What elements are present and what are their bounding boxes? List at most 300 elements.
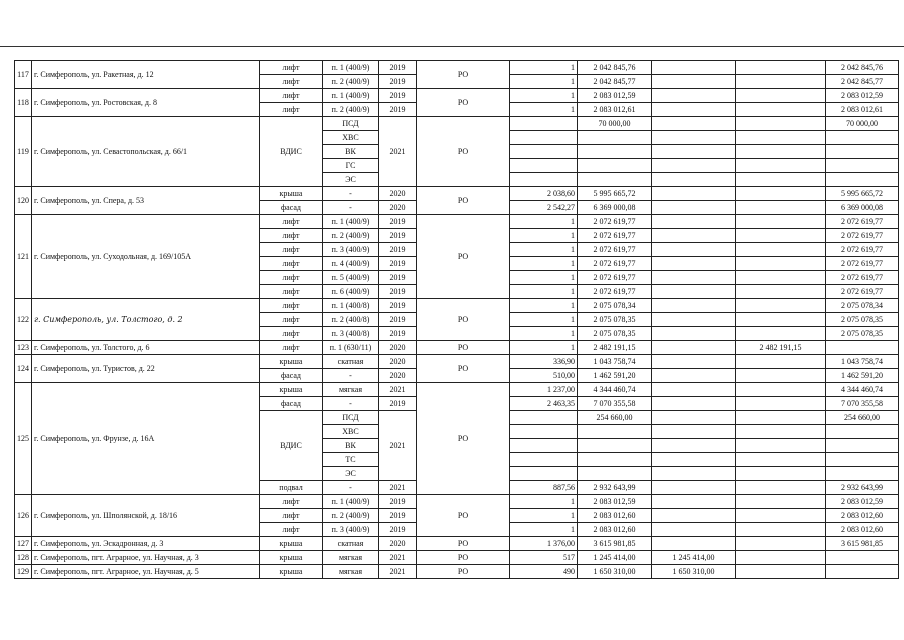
system-part-cell: ГС (323, 159, 379, 173)
extra-cost-cell (652, 145, 736, 159)
extra-cost-cell (652, 481, 736, 495)
extra-cost-cell (652, 467, 736, 481)
quantity-cell: 1 (510, 243, 578, 257)
extra-cost-cell (652, 285, 736, 299)
cost-cell: 2 482 191,15 (578, 341, 652, 355)
address-cell: г. Симферополь, пгт. Аграрное, ул. Научная, д. 3 (32, 551, 260, 565)
row-number-cell: 127 (15, 537, 32, 551)
total-cost-cell (826, 131, 899, 145)
extra-cost-cell (652, 355, 736, 369)
total-cost-cell: 5 995 665,72 (826, 187, 899, 201)
extra-cost-cell (652, 131, 736, 145)
cost-cell: 2 932 643,99 (578, 481, 652, 495)
total-cost-cell: 2 072 619,77 (826, 271, 899, 285)
work-detail-cell: - (323, 187, 379, 201)
extra-cost-cell (736, 313, 826, 327)
work-type-cell: лифт (260, 285, 323, 299)
year-cell: 2020 (379, 341, 417, 355)
work-detail-cell: п. 1 (400/9) (323, 89, 379, 103)
quantity-cell: 1 376,00 (510, 537, 578, 551)
extra-cost-cell (736, 467, 826, 481)
address-cell: г. Симферополь, ул. Севастопольская, д. 66/1 (32, 117, 260, 187)
address-cell: г. Симферополь, ул. Толстого, д. 6 (32, 341, 260, 355)
extra-cost-cell (736, 285, 826, 299)
extra-cost-cell (652, 313, 736, 327)
total-cost-cell (826, 565, 899, 579)
extra-cost-cell (736, 131, 826, 145)
table-row (15, 537, 899, 551)
total-cost-cell: 2 083 012,60 (826, 523, 899, 537)
quantity-cell (510, 145, 578, 159)
work-type-cell: фасад (260, 397, 323, 411)
work-detail-cell: п. 1 (400/9) (323, 61, 379, 75)
extra-cost-cell (736, 397, 826, 411)
total-cost-cell: 7 070 355,58 (826, 397, 899, 411)
row-number-cell: 124 (15, 355, 32, 383)
work-type-cell: лифт (260, 523, 323, 537)
table-row (15, 215, 899, 229)
year-cell: 2019 (379, 271, 417, 285)
cost-cell: 2 042 845,76 (578, 61, 652, 75)
work-type-cell: лифт (260, 341, 323, 355)
cost-cell: 2 083 012,60 (578, 509, 652, 523)
extra-cost-cell (652, 75, 736, 89)
cost-cell: 7 070 355,58 (578, 397, 652, 411)
system-part-cell: ПСД (323, 411, 379, 425)
total-cost-cell: 3 615 981,85 (826, 537, 899, 551)
table-row (15, 355, 899, 369)
extra-cost-cell (652, 257, 736, 271)
system-part-cell: ЭС (323, 467, 379, 481)
total-cost-cell: 2 072 619,77 (826, 243, 899, 257)
extra-cost-cell (736, 439, 826, 453)
quantity-cell (510, 131, 578, 145)
work-type-cell: лифт (260, 103, 323, 117)
extra-cost-cell (736, 565, 826, 579)
quantity-cell: 1 (510, 61, 578, 75)
year-cell: 2019 (379, 509, 417, 523)
cost-cell (578, 131, 652, 145)
work-detail-cell: п. 3 (400/9) (323, 243, 379, 257)
work-type-cell: лифт (260, 509, 323, 523)
extra-cost-cell (736, 159, 826, 173)
extra-cost-cell (652, 187, 736, 201)
total-cost-cell: 1 043 758,74 (826, 355, 899, 369)
extra-cost-cell (652, 299, 736, 313)
work-detail-cell: п. 2 (400/9) (323, 509, 379, 523)
total-cost-cell (826, 145, 899, 159)
cost-cell: 3 615 981,85 (578, 537, 652, 551)
extra-cost-cell (652, 201, 736, 215)
year-cell: 2020 (379, 187, 417, 201)
address-cell: г. Симферополь, пгт. Аграрное, ул. Научная, д. 5 (32, 565, 260, 579)
year-cell: 2019 (379, 61, 417, 75)
total-cost-cell: 2 932 643,99 (826, 481, 899, 495)
fund-cell: РО (417, 355, 510, 383)
year-cell: 2019 (379, 523, 417, 537)
work-detail-cell: п. 6 (400/9) (323, 285, 379, 299)
quantity-cell: 1 (510, 215, 578, 229)
work-type-cell: крыша (260, 383, 323, 397)
cost-cell: 2 075 078,35 (578, 327, 652, 341)
extra-cost-cell (736, 495, 826, 509)
quantity-cell: 1 (510, 271, 578, 285)
total-cost-cell: 2 072 619,77 (826, 229, 899, 243)
table-row (15, 299, 899, 313)
extra-cost-cell (652, 341, 736, 355)
year-cell: 2021 (379, 565, 417, 579)
extra-cost-cell: 1 245 414,00 (652, 551, 736, 565)
cost-cell (578, 159, 652, 173)
year-cell: 2021 (379, 117, 417, 187)
extra-cost-cell (736, 173, 826, 187)
quantity-cell: 1 (510, 327, 578, 341)
year-cell: 2019 (379, 103, 417, 117)
work-detail-cell: п. 1 (400/9) (323, 495, 379, 509)
extra-cost-cell (736, 355, 826, 369)
total-cost-cell: 2 072 619,77 (826, 215, 899, 229)
extra-cost-cell (652, 453, 736, 467)
total-cost-cell: 4 344 460,74 (826, 383, 899, 397)
quantity-cell: 2 038,60 (510, 187, 578, 201)
table-row (15, 565, 899, 579)
work-type-cell: лифт (260, 299, 323, 313)
extra-cost-cell (652, 103, 736, 117)
row-number-cell: 123 (15, 341, 32, 355)
year-cell: 2019 (379, 299, 417, 313)
extra-cost-cell (736, 61, 826, 75)
row-number-cell: 119 (15, 117, 32, 187)
extra-cost-cell (652, 425, 736, 439)
extra-cost-cell (736, 229, 826, 243)
cost-cell (578, 145, 652, 159)
extra-cost-cell (736, 411, 826, 425)
cost-cell: 1 043 758,74 (578, 355, 652, 369)
table-row (15, 187, 899, 201)
cost-cell: 2 042 845,77 (578, 75, 652, 89)
table-row (15, 61, 899, 75)
total-cost-cell: 2 072 619,77 (826, 285, 899, 299)
address-cell: г. Симферополь, ул. Суходольная, д. 169/105А (32, 215, 260, 299)
year-cell: 2019 (379, 313, 417, 327)
row-number-cell: 121 (15, 215, 32, 299)
quantity-cell (510, 411, 578, 425)
cost-cell: 1 462 591,20 (578, 369, 652, 383)
year-cell: 2021 (379, 383, 417, 397)
extra-cost-cell (652, 509, 736, 523)
work-type-cell: лифт (260, 495, 323, 509)
extra-cost-cell (652, 369, 736, 383)
year-cell: 2019 (379, 495, 417, 509)
extra-cost-cell (652, 411, 736, 425)
year-cell: 2021 (379, 551, 417, 565)
total-cost-cell: 2 083 012,59 (826, 495, 899, 509)
work-detail-cell: скатная (323, 537, 379, 551)
table-row (15, 495, 899, 509)
extra-cost-cell (736, 369, 826, 383)
total-cost-cell (826, 159, 899, 173)
work-detail-cell: п. 5 (400/9) (323, 271, 379, 285)
fund-cell: РО (417, 117, 510, 187)
cost-cell: 70 000,00 (578, 117, 652, 131)
address-cell: г. Симферополь, ул. Туристов, д. 22 (32, 355, 260, 383)
cost-cell: 2 072 619,77 (578, 215, 652, 229)
extra-cost-cell (736, 481, 826, 495)
extra-cost-cell (736, 327, 826, 341)
work-type-cell: лифт (260, 75, 323, 89)
work-detail-cell: скатная (323, 355, 379, 369)
extra-cost-cell (652, 173, 736, 187)
work-detail-cell: - (323, 369, 379, 383)
work-type-cell: лифт (260, 313, 323, 327)
cost-cell: 6 369 000,08 (578, 201, 652, 215)
quantity-cell (510, 117, 578, 131)
extra-cost-cell (736, 243, 826, 257)
extra-cost-cell (736, 145, 826, 159)
total-cost-cell (826, 551, 899, 565)
cost-cell: 2 072 619,77 (578, 257, 652, 271)
total-cost-cell: 2 075 078,35 (826, 327, 899, 341)
cost-cell: 2 083 012,59 (578, 89, 652, 103)
year-cell: 2020 (379, 369, 417, 383)
work-type-cell: лифт (260, 243, 323, 257)
total-cost-cell (826, 425, 899, 439)
extra-cost-cell (736, 271, 826, 285)
extra-cost-cell (736, 537, 826, 551)
work-type-cell: крыша (260, 565, 323, 579)
address-cell: г. Симферополь, ул. Шполянской, д. 18/16 (32, 495, 260, 537)
work-type-cell: ВДИС (260, 411, 323, 481)
address-cell: г. Симферополь, ул. Фрунзе, д. 16А (32, 383, 260, 495)
quantity-cell: 1 (510, 509, 578, 523)
extra-cost-cell (652, 537, 736, 551)
cost-cell (578, 425, 652, 439)
quantity-cell: 1 (510, 229, 578, 243)
row-number-cell: 122 (15, 299, 32, 341)
work-type-cell: фасад (260, 369, 323, 383)
work-type-cell: лифт (260, 229, 323, 243)
year-cell: 2021 (379, 411, 417, 481)
cost-cell: 2 072 619,77 (578, 243, 652, 257)
work-detail-cell: п. 4 (400/9) (323, 257, 379, 271)
total-cost-cell (826, 173, 899, 187)
quantity-cell: 1 (510, 103, 578, 117)
total-cost-cell (826, 453, 899, 467)
year-cell: 2019 (379, 397, 417, 411)
quantity-cell: 1 (510, 285, 578, 299)
quantity-cell (510, 159, 578, 173)
total-cost-cell: 6 369 000,08 (826, 201, 899, 215)
system-part-cell: ПСД (323, 117, 379, 131)
address-cell: г. Симферополь, ул. Толстого, д. 2 (32, 299, 260, 341)
row-number-cell: 129 (15, 565, 32, 579)
system-part-cell: ТС (323, 453, 379, 467)
quantity-cell: 1 (510, 341, 578, 355)
extra-cost-cell (736, 523, 826, 537)
work-detail-cell: мягкая (323, 383, 379, 397)
extra-cost-cell (736, 453, 826, 467)
cost-cell (578, 467, 652, 481)
year-cell: 2019 (379, 229, 417, 243)
work-type-cell: крыша (260, 355, 323, 369)
fund-cell: РО (417, 89, 510, 117)
year-cell: 2019 (379, 75, 417, 89)
work-detail-cell: п. 2 (400/9) (323, 103, 379, 117)
work-type-cell: ВДИС (260, 117, 323, 187)
cost-cell: 1 245 414,00 (578, 551, 652, 565)
work-detail-cell: мягкая (323, 565, 379, 579)
extra-cost-cell (736, 89, 826, 103)
total-cost-cell: 2 083 012,59 (826, 89, 899, 103)
cost-cell: 2 075 078,34 (578, 299, 652, 313)
quantity-cell (510, 439, 578, 453)
work-detail-cell: п. 1 (630/11) (323, 341, 379, 355)
work-type-cell: подвал (260, 481, 323, 495)
cost-cell: 2 072 619,77 (578, 285, 652, 299)
work-detail-cell: - (323, 201, 379, 215)
work-detail-cell: п. 2 (400/9) (323, 75, 379, 89)
work-type-cell: лифт (260, 61, 323, 75)
extra-cost-cell (652, 243, 736, 257)
extra-cost-cell: 1 650 310,00 (652, 565, 736, 579)
work-detail-cell: п. 1 (400/8) (323, 299, 379, 313)
quantity-cell: 1 (510, 75, 578, 89)
extra-cost-cell (736, 299, 826, 313)
work-detail-cell: п. 2 (400/8) (323, 313, 379, 327)
work-detail-cell: п. 3 (400/9) (323, 523, 379, 537)
quantity-cell: 2 463,35 (510, 397, 578, 411)
extra-cost-cell (652, 495, 736, 509)
extra-cost-cell (652, 117, 736, 131)
quantity-cell: 1 (510, 523, 578, 537)
system-part-cell: ВК (323, 145, 379, 159)
year-cell: 2019 (379, 327, 417, 341)
cost-cell: 2 083 012,61 (578, 103, 652, 117)
quantity-cell (510, 453, 578, 467)
fund-cell: РО (417, 565, 510, 579)
fund-cell: РО (417, 61, 510, 89)
work-type-cell: крыша (260, 187, 323, 201)
fund-cell: РО (417, 537, 510, 551)
row-number-cell: 128 (15, 551, 32, 565)
extra-cost-cell (736, 257, 826, 271)
address-cell: г. Симферополь, ул. Ракетная, д. 12 (32, 61, 260, 89)
system-part-cell: ХВС (323, 131, 379, 145)
year-cell: 2020 (379, 201, 417, 215)
extra-cost-cell (736, 551, 826, 565)
cost-cell: 254 660,00 (578, 411, 652, 425)
quantity-cell: 2 542,27 (510, 201, 578, 215)
quantity-cell: 1 237,00 (510, 383, 578, 397)
work-detail-cell: п. 2 (400/9) (323, 229, 379, 243)
extra-cost-cell (736, 187, 826, 201)
address-cell: г. Симферополь, ул. Эскадронная, д. 3 (32, 537, 260, 551)
quantity-cell: 1 (510, 89, 578, 103)
year-cell: 2019 (379, 243, 417, 257)
extra-cost-cell (652, 61, 736, 75)
quantity-cell (510, 467, 578, 481)
extra-cost-cell (736, 201, 826, 215)
cost-cell: 1 650 310,00 (578, 565, 652, 579)
work-detail-cell: п. 1 (400/9) (323, 215, 379, 229)
quantity-cell (510, 425, 578, 439)
fund-cell: РО (417, 187, 510, 215)
total-cost-cell: 2 075 078,35 (826, 313, 899, 327)
row-number-cell: 120 (15, 187, 32, 215)
top-rule (0, 46, 904, 47)
total-cost-cell: 70 000,00 (826, 117, 899, 131)
extra-cost-cell (652, 89, 736, 103)
cost-cell: 4 344 460,74 (578, 383, 652, 397)
fund-cell: РО (417, 383, 510, 495)
total-cost-cell: 1 462 591,20 (826, 369, 899, 383)
extra-cost-cell (736, 117, 826, 131)
cost-cell: 2 072 619,77 (578, 229, 652, 243)
work-detail-cell: - (323, 397, 379, 411)
system-part-cell: ХВС (323, 425, 379, 439)
system-part-cell: ЭС (323, 173, 379, 187)
cost-cell (578, 439, 652, 453)
total-cost-cell (826, 467, 899, 481)
row-number-cell: 118 (15, 89, 32, 117)
extra-cost-cell (652, 229, 736, 243)
row-number-cell: 117 (15, 61, 32, 89)
fund-cell: РО (417, 495, 510, 537)
year-cell: 2020 (379, 537, 417, 551)
table-row (15, 341, 899, 355)
extra-cost-cell: 2 482 191,15 (736, 341, 826, 355)
work-type-cell: лифт (260, 89, 323, 103)
cost-cell: 2 083 012,59 (578, 495, 652, 509)
fund-cell: РО (417, 551, 510, 565)
extra-cost-cell (736, 103, 826, 117)
row-number-cell: 126 (15, 495, 32, 537)
extra-cost-cell (652, 523, 736, 537)
total-cost-cell: 2 075 078,34 (826, 299, 899, 313)
quantity-cell: 1 (510, 495, 578, 509)
cost-cell: 2 072 619,77 (578, 271, 652, 285)
cost-cell: 2 083 012,60 (578, 523, 652, 537)
year-cell: 2019 (379, 89, 417, 103)
work-type-cell: лифт (260, 215, 323, 229)
extra-cost-cell (736, 215, 826, 229)
quantity-cell: 490 (510, 565, 578, 579)
cost-cell: 5 995 665,72 (578, 187, 652, 201)
quantity-cell: 887,56 (510, 481, 578, 495)
extra-cost-cell (652, 327, 736, 341)
year-cell: 2020 (379, 355, 417, 369)
quantity-cell (510, 173, 578, 187)
year-cell: 2019 (379, 257, 417, 271)
total-cost-cell: 2 083 012,61 (826, 103, 899, 117)
quantity-cell: 517 (510, 551, 578, 565)
extra-cost-cell (652, 215, 736, 229)
work-type-cell: лифт (260, 327, 323, 341)
year-cell: 2021 (379, 481, 417, 495)
total-cost-cell (826, 439, 899, 453)
cost-cell (578, 173, 652, 187)
extra-cost-cell (652, 271, 736, 285)
extra-cost-cell (736, 509, 826, 523)
table-row (15, 117, 899, 131)
cost-cell (578, 453, 652, 467)
address-cell: г. Симферополь, ул. Ростовская, д. 8 (32, 89, 260, 117)
work-type-cell: лифт (260, 271, 323, 285)
quantity-cell: 1 (510, 299, 578, 313)
address-cell: г. Симферополь, ул. Спера, д. 53 (32, 187, 260, 215)
repair-schedule-table (14, 60, 899, 579)
extra-cost-cell (652, 159, 736, 173)
